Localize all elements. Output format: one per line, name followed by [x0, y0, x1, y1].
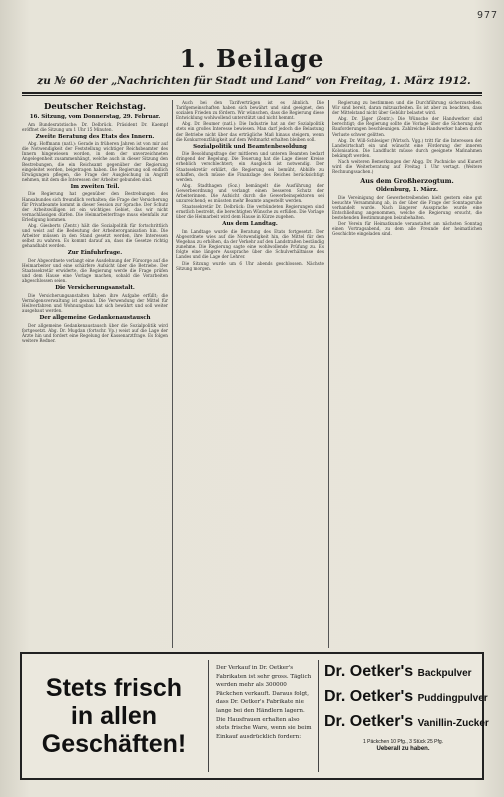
article-column-2: Auch bei den Tarifverträgen ist es ähnlich. Die Tarifgemeinschaften haben sich bewährt und sind geeignet, den sozialen Frieden zu fördern. Wir wünschen, dass die Regierung diese Entwicklung wohlwollend unterstützt und nicht hemmt. Abg. Dr. Beumer (natl.): Die Industrie hat an der Sozialpolitik stets ein großes Interesse bewiesen. Man darf jedoch die Belastung der Betriebe nicht über das erträgliche Maß hinaus steigern, wenn die Konkurrenzfähigkeit auf dem Weltmarkt erhalten bleiben soll. Sozialpolitik und Beamtenbesoldung Die Besoldungsfrage der mittleren und unteren Beamten bedarf dringend der Regelung. Die Teuerung hat die Lage dieser Kreise erheblich verschlechtert; ein Ausgleich ist notwendig. Der Staatssekretär erklärt, die Regierung sei bemüht, Abhilfe zu schaffen, doch müsse die Finanzlage des Reiches berücksichtigt werden. Abg. Stadthagen (Soz.) bemängelt die Ausführung der Gewerbeordnung und verlangt einen besseren Schutz der Arbeiterinnen. Die Aufsicht durch die Gewerbeinspektoren sei unzureichend; es müssten mehr Beamte angestellt werden. Staatssekretär Dr. Delbrück: Die verbündeten Regierungen sind ernstlich bestrebt, die berechtigten Wünsche zu erfüllen. Die Vorlage über die Heimarbeit wird dem Hause in Kürze zugehen. Aus dem Landtag. Im Landtage wurde die Beratung des Etats fortgesetzt. Der Abgeordnete wies auf die Notwendigkeit hin, die Mittel für den Wegebau zu erhöhen, da der Verkehr auf den Landstraßen beständig zunehme. Die Regierung sagte eine wohlwollende Prüfung zu. Es folgte eine längere Aussprache über die Schulverhältnisse des Landes und die Lage der Lehrer. Die Sitzung wurde um 6 Uhr abends geschlossen. Nächste Sitzung morgen. [176, 100, 324, 271]
brand-line-puddingpulver: Dr. Oetker's Puddingpulver [324, 688, 488, 705]
ad-slogan-line: Stets frisch [45, 674, 183, 702]
ad-divider-2 [318, 660, 319, 772]
oetker-advertisement [20, 652, 489, 780]
section-head-grossherzogtum: Aus dem Großherzogtum. [360, 177, 454, 186]
column-divider-1 [172, 100, 173, 648]
ad-slogan [22, 654, 206, 778]
session-line: 16. Sitzung, vom Donnerstag, 29. Februar. [29, 114, 161, 120]
section-head-sozial: Sozialpolitik und Beamtenbesoldung [193, 143, 307, 150]
ad-body-text: Der Verkauf in Dr. Oetker's Fabrikaten ist sehr gross. Täglich werden mehr als 300000 Päckchen verkauft. Daraus folgt, dass Dr. Oetker's Fabrikate nie lange bei den Händlern lagern. Die Hausfrauen erhalten also stets frische Ware, wenn sie beim Einkauf ausdrücklich fordern: [216, 665, 312, 740]
ad-price-line: 1 Päckchen 10 Pfg., 3 Stück 25 Pfg. [362, 739, 444, 745]
section-head-3: Der allgemeine Gedankenaustausch [39, 315, 151, 322]
ad-availability: Ueberall zu haben. [376, 746, 430, 752]
sub-head-2: Die Versicherungsanstalt. [55, 285, 135, 292]
section-head-landtag: Aus dem Landtag. [222, 221, 278, 228]
article-column-1: Deutscher Reichstag. 16. Sitzung, vom Donnerstag, 29. Februar. Am Bundesratstische: Dr. Delbrück. Präsident Dr. Kaempf eröffnet die Sitzung um 1 Uhr 15 Minuten. Zweite Beratung des Etats des Innern. Abg. Hoffmann (natl.): Gerade in früheren Jahren ist von mir auf die Notwendigkeit der Feststellung wichtiger Reichsbeamter des Innern hingewiesen worden, in dem der unverzeichneten Angelegenheit zusammenhängt, welche auch in dieser Sitzung den Bestrebungen, die ein Reichsamt gegenüber der Regierung eingeleitet werden, beigetragen haben. Die Regierung soll endlich Erwägungen pflegen, die Frage der Ausgleichung in Angriff nehmen, mit dem die Interessen der Arbeiter gebunden sind. Im zweiten Teil. Die Regierung hat gegenüber den Bestrebungen des Hansabundes sich freundlich verhalten; die Frage der Versicherung für Privatbeamte kommt in dieser Session zur Sprache. Der Schutz der Arbeitswilligen ist ein wichtiges Gebiet, das wir nicht vernachlässigen dürfen. Die Heimarbeiterfrage muss ebenfalls zur Erledigung kommen. Abg. Giesberts (Zentr.) hält die Sozialpolitik für fortschrittlich und weist auf die Bedeutung der Arbeiterorganisation hin. Die Arbeiter müssen in den Stand gesetzt werden, ihre Interessen selbst zu wahren. Es kommt darauf an, dass die Gesetze richtig gehandhabt werden. Zur Einfuhrfrage. Der Abgeordnete verlangt eine Ausdehnung der Fürsorge auf die Heimarbeiter und eine schärfere Aufsicht über die Betriebe. Der Staatssekretär erwiderte, die Regierung werde die Frage prüfen und dem Hause eine Vorlage machen, sobald die Vorarbeiten abgeschlossen seien. Die Versicherungsanstalt. Die Versicherungsanstalten haben ihre Aufgabe erfüllt; die Vermögensverwaltung ist gesund. Die Verwendung der Mittel für Heilverfahren und Wohnungsbau hat sich bewährt und soll weiter ausgebaut werden. Der allgemeine Gedankenaustausch Der allgemeine Gedankenaustausch über die Sozialpolitik wird fortgesetzt. Abg. Dr. Mugdan (fortschr. Vp.) weist auf die Lage der Ärzte hin und fordert eine Regelung der Kassenarztfrage. Es folgen weitere Redner. [22, 102, 168, 344]
ad-brand-list [324, 660, 489, 752]
column-divider-2 [328, 100, 329, 648]
dateline-oldenburg: Oldenburg, 1. März. [376, 187, 438, 194]
ad-slogan-line: in allen [70, 702, 158, 730]
article-column-3: Regierung zu bestimmen und die Durchführung sicherzustellen. Wir sind bereit, daran mitzuarbeiten. Es ist aber zu beachten, dass der Mittelstand nicht über Gebühr belastet wird. Abg. Dr. Jäger (Zentr.): Die Wünsche der Handwerker sind berechtigt; die Regierung sollte die Vorlage über die Sicherung der Bauforderungen beschleunigen. Zahlreiche Handwerker haben durch Verluste schwer gelitten. Abg. Dr. Will-Schlesiger (Wirtsch. Vgg.) tritt für die Interessen der Landwirtschaft ein und wünscht eine Förderung der inneren Kolonisation. Die Landflucht müsse durch geeignete Maßnahmen bekämpft werden. Nach weiteren Bemerkungen der Abgg. Dr. Pachnicke und Kunert wird die Weiterberatung auf Freitag 1 Uhr vertagt. (Weitere Rechnungssachen.) Aus dem Großherzogtum. Oldenburg, 1. März. Die Vereinigung der Gewerbetreibenden hielt gestern eine gut besuchte Versammlung ab, in der über die Frage der Sonntagsruhe verhandelt wurde. Nach längerer Aussprache wurde eine Entschließung angenommen, welche die Regierung ersucht, die bestehenden Bestimmungen beizubehalten. Der Verein für Heimatkunde veranstaltet am nächsten Sonntag einen Vortragsabend, zu dem alle Freunde der heimatlichen Geschichte eingeladen sind. [332, 100, 482, 237]
ad-slogan-line: Geschäften! [41, 730, 187, 758]
section-head-etat: Zweite Beratung des Etats des Innern. [35, 133, 155, 140]
masthead-rule [22, 92, 482, 94]
brand-line-backpulver: Dr. Oetker's Backpulver [324, 663, 472, 680]
ad-divider-1 [208, 660, 209, 772]
masthead-subtitle: zu № 60 der „Nachrichten für Stadt und Land“ von Freitag, 1. März 1912. [37, 75, 471, 87]
article-headline-reichstag: Deutscher Reichstag. [43, 102, 147, 112]
masthead-rule-thin [22, 95, 482, 96]
supplement-title: 1. Beilage [179, 44, 325, 73]
sub-head-1: Im zweiten Teil. [70, 183, 120, 190]
brand-line-vanillin: Dr. Oetker's Vanillin-Zucker [324, 713, 489, 730]
page-number: 977 [476, 10, 498, 21]
section-head-einfuhr: Zur Einfuhrfrage. [67, 250, 123, 257]
